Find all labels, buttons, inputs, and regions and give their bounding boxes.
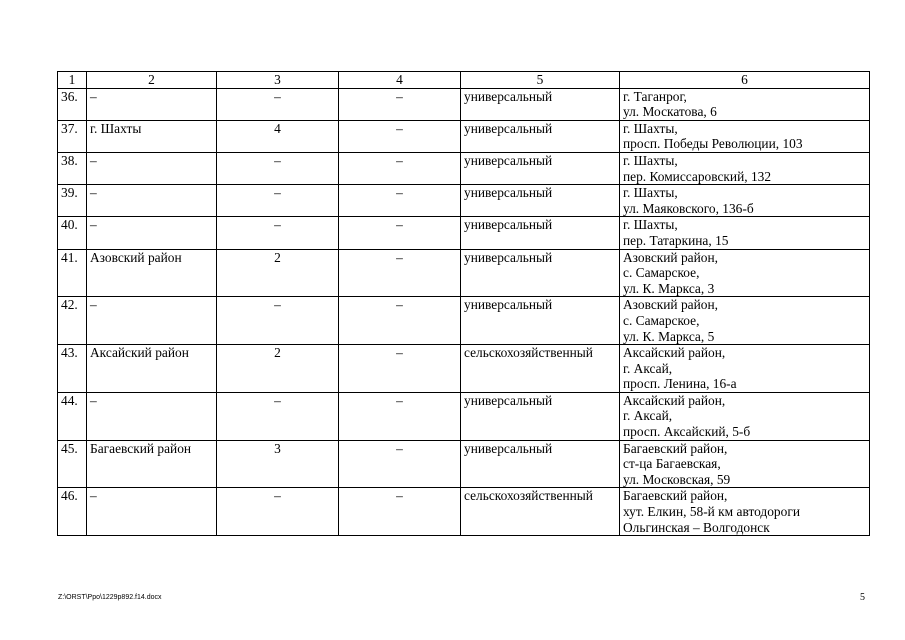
page-number: 5 — [860, 592, 865, 603]
column-4-cell: – — [339, 88, 461, 120]
column-header: 3 — [217, 72, 339, 89]
address-line: с. Самарское, — [623, 265, 700, 281]
row-number-cell: 40. — [58, 217, 87, 249]
address-cell — [620, 249, 870, 297]
row-number-cell: 41. — [58, 249, 87, 297]
market-type-cell: универсальный — [461, 440, 620, 488]
address-line: Багаевский район, — [623, 488, 728, 504]
table-row — [58, 440, 870, 488]
address-line: ул. К. Маркса, 3 — [623, 280, 715, 296]
count-cell: – — [217, 88, 339, 120]
column-4-cell: – — [339, 345, 461, 393]
row-number-cell: 46. — [58, 488, 87, 536]
count-cell: – — [217, 392, 339, 440]
address-line: просп. Аксайский, 5-б — [623, 424, 751, 440]
column-4-cell: – — [339, 152, 461, 184]
address-line: ул. К. Маркса, 5 — [623, 328, 715, 344]
column-header: 6 — [620, 72, 870, 89]
row-number-cell: 43. — [58, 345, 87, 393]
market-type-cell: универсальный — [461, 88, 620, 120]
market-type-cell: универсальный — [461, 152, 620, 184]
address-line: Ольгинская – Волгодонск — [623, 519, 770, 535]
address-line: Аксайский район, — [623, 345, 726, 361]
row-number-cell: 38. — [58, 152, 87, 184]
row-number-cell: 42. — [58, 297, 87, 345]
table-row — [58, 392, 870, 440]
count-cell: – — [217, 488, 339, 536]
address-line: Азовский район, — [623, 249, 718, 265]
count-cell: 3 — [217, 440, 339, 488]
row-number-cell: 39. — [58, 185, 87, 217]
address-line: Азовский район, — [623, 297, 718, 313]
address-cell — [620, 120, 870, 152]
address-line: г. Шахты, — [623, 185, 678, 201]
column-4-cell: – — [339, 249, 461, 297]
district-cell: Багаевский район — [87, 440, 217, 488]
table-row — [58, 120, 870, 152]
market-type-cell: универсальный — [461, 120, 620, 152]
address-line: ул. Москатова, 6 — [623, 104, 717, 120]
district-cell: – — [87, 185, 217, 217]
count-cell: 2 — [217, 249, 339, 297]
address-line: просп. Ленина, 16-а — [623, 376, 737, 392]
address-cell — [620, 488, 870, 536]
address-line: г. Шахты, — [623, 152, 678, 168]
district-cell: – — [87, 297, 217, 345]
address-line: г. Шахты, — [623, 120, 678, 136]
address-line: г. Аксай, — [623, 360, 673, 376]
district-cell: – — [87, 392, 217, 440]
column-4-cell: – — [339, 488, 461, 536]
district-cell: Аксайский район — [87, 345, 217, 393]
address-line: с. Самарское, — [623, 312, 700, 328]
address-cell — [620, 88, 870, 120]
address-line: хут. Елкин, 58-й км автодороги — [623, 504, 800, 520]
count-cell: 4 — [217, 120, 339, 152]
column-4-cell: – — [339, 297, 461, 345]
market-type-cell: сельскохозяйственный — [461, 345, 620, 393]
address-line: г. Таганрог, — [623, 88, 687, 104]
address-line: ул. Московская, 59 — [623, 471, 731, 487]
row-number-cell: 44. — [58, 392, 87, 440]
column-4-cell: – — [339, 217, 461, 249]
count-cell: – — [217, 152, 339, 184]
count-cell: – — [217, 185, 339, 217]
table-body — [58, 72, 870, 536]
column-4-cell: – — [339, 440, 461, 488]
address-line: ст-ца Багаевская, — [623, 456, 721, 472]
address-cell — [620, 185, 870, 217]
table-row — [58, 217, 870, 249]
table-row — [58, 345, 870, 393]
column-header: 5 — [461, 72, 620, 89]
address-cell — [620, 345, 870, 393]
markets-table — [57, 71, 870, 536]
market-type-cell: универсальный — [461, 249, 620, 297]
table-row — [58, 297, 870, 345]
table-header-row — [58, 72, 870, 89]
address-line: просп. Победы Революции, 103 — [623, 136, 803, 152]
district-cell: Азовский район — [87, 249, 217, 297]
column-4-cell: – — [339, 120, 461, 152]
table-row — [58, 152, 870, 184]
row-number-cell: 45. — [58, 440, 87, 488]
district-cell: г. Шахты — [87, 120, 217, 152]
address-line: г. Шахты, — [623, 217, 678, 233]
address-cell — [620, 440, 870, 488]
address-line: г. Аксай, — [623, 408, 673, 424]
address-cell — [620, 297, 870, 345]
column-header: 2 — [87, 72, 217, 89]
row-number-cell: 36. — [58, 88, 87, 120]
table-row — [58, 88, 870, 120]
address-line: пер. Татаркина, 15 — [623, 232, 729, 248]
address-cell — [620, 217, 870, 249]
market-type-cell: универсальный — [461, 297, 620, 345]
column-header: 4 — [339, 72, 461, 89]
market-type-cell: универсальный — [461, 392, 620, 440]
market-type-cell: универсальный — [461, 217, 620, 249]
column-4-cell: – — [339, 392, 461, 440]
district-cell: – — [87, 88, 217, 120]
address-line: Багаевский район, — [623, 440, 728, 456]
count-cell: – — [217, 297, 339, 345]
document-file-path: Z:\ORST\Ppo\1229p892.f14.docx — [58, 594, 162, 601]
table-row — [58, 488, 870, 536]
row-number-cell: 37. — [58, 120, 87, 152]
column-header: 1 — [58, 72, 87, 89]
table-row — [58, 249, 870, 297]
market-type-cell: сельскохозяйственный — [461, 488, 620, 536]
count-cell: 2 — [217, 345, 339, 393]
address-cell — [620, 152, 870, 184]
address-cell — [620, 392, 870, 440]
district-cell: – — [87, 152, 217, 184]
address-line: ул. Маяковского, 136-б — [623, 200, 754, 216]
market-type-cell: универсальный — [461, 185, 620, 217]
count-cell: – — [217, 217, 339, 249]
district-cell: – — [87, 217, 217, 249]
address-line: Аксайский район, — [623, 392, 726, 408]
column-4-cell: – — [339, 185, 461, 217]
address-line: пер. Комиссаровский, 132 — [623, 168, 772, 184]
district-cell: – — [87, 488, 217, 536]
table-row — [58, 185, 870, 217]
